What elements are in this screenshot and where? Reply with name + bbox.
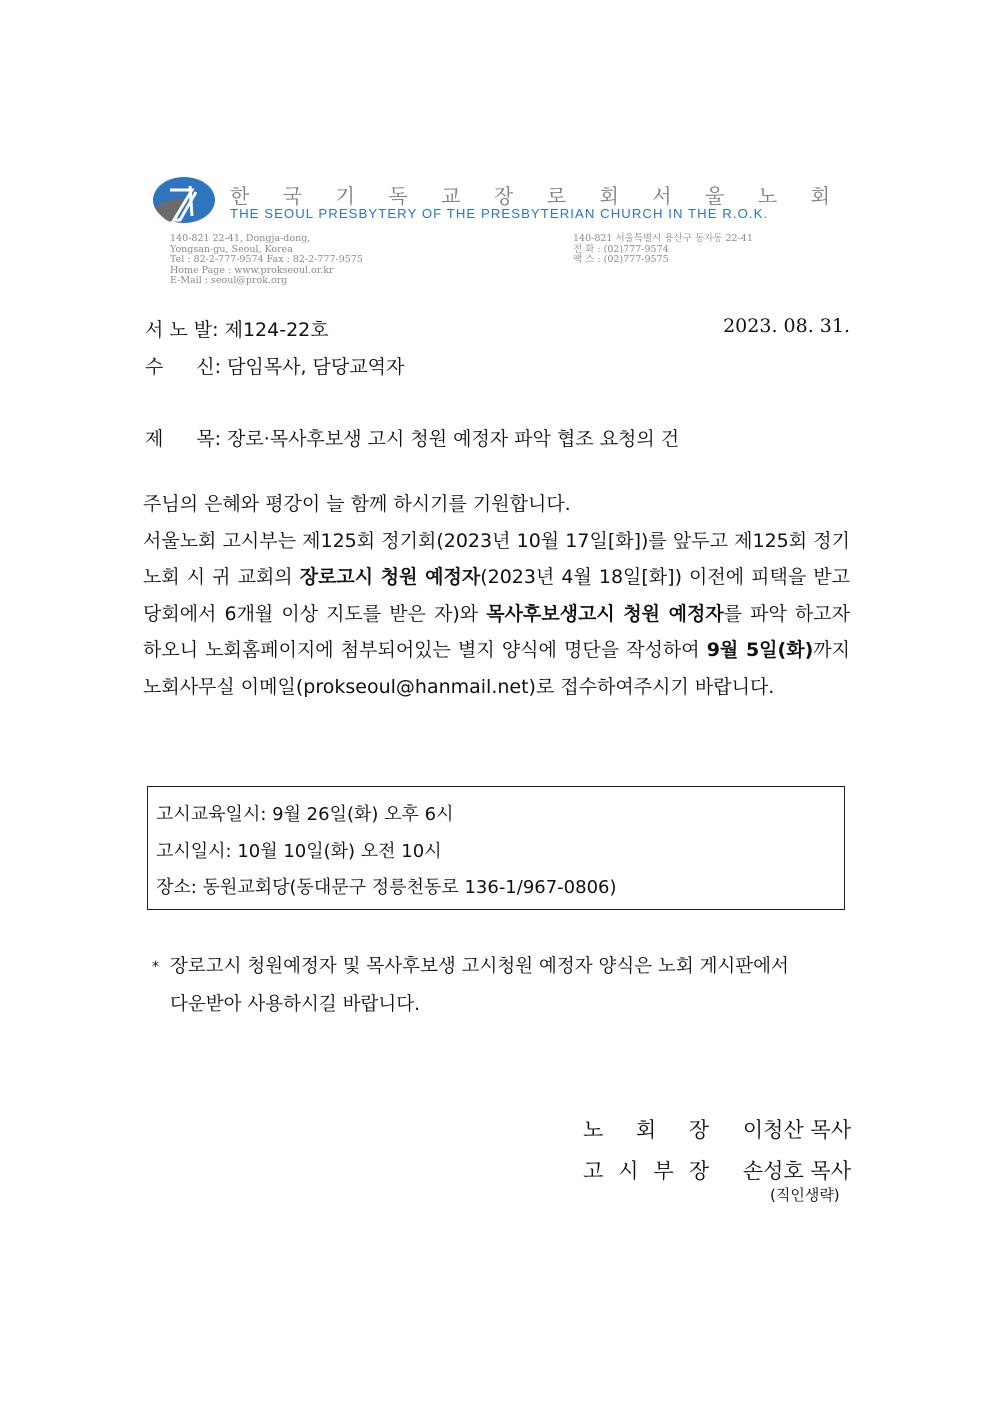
- org-char: 노: [757, 184, 778, 208]
- title-char: 장: [688, 1118, 709, 1142]
- address-korean: [573, 234, 753, 266]
- body-text-run: 까지 노회사무실 이메일(prokseoul@hanmail.net)로 접수하여주시기 바랍니다.: [143, 639, 850, 698]
- letter-body: [143, 486, 850, 706]
- org-char: 회: [599, 184, 619, 208]
- note-line: 다운받아 사용하시길 바랍니다.: [170, 994, 420, 1015]
- recipient-row: [145, 352, 404, 379]
- subject-row: [145, 424, 679, 451]
- form-note: [152, 948, 852, 1024]
- schedule-box: [147, 786, 845, 910]
- exam-location: 장소: 동원교회당(동대문구 정릉천동로 136-1/967-0806): [156, 877, 617, 898]
- request-paragraph: [143, 523, 850, 706]
- subject-label-char: 목:: [196, 428, 221, 450]
- org-char: 서: [652, 184, 672, 208]
- address-line: 팩 스 : (02)777-9575: [573, 254, 669, 265]
- recipient-label-char: 수: [145, 356, 164, 378]
- recipient-label: [145, 352, 221, 379]
- address-line: Home Page : www.prokseoul.or.kr: [170, 264, 334, 276]
- subject-label-char: 제: [145, 428, 164, 450]
- org-char: 회: [810, 184, 830, 208]
- subject-value: 장로·목사후보생 고시 청원 예정자 파악 협조 요청의 건: [227, 428, 680, 450]
- address-line: 전 화 : (02)777-9574: [573, 243, 669, 255]
- note-line: 장로고시 청원예정자 및 목사후보생 고시청원 예정자 양식은 노회 게시판에서: [170, 956, 789, 977]
- org-char: 한: [230, 184, 250, 208]
- signature-exam-chair: [583, 1155, 851, 1185]
- body-text-run: 를 파악 하고자 하오니 노회홈페이지에 첨부되어있는 별지 양식에 명단을 작성하여: [143, 602, 850, 662]
- exam-date: 고시일시: 10월 10일(화) 오전 10시: [156, 840, 442, 862]
- doc-number: [145, 315, 329, 342]
- doc-number-row: [145, 315, 850, 342]
- signature-name: 손성호 목사: [742, 1159, 851, 1183]
- doc-date: 2023. 08. 31.: [723, 315, 850, 337]
- greeting: 주님의 은혜와 평강이 늘 함께 하시기를 기원합니다.: [143, 493, 571, 515]
- training-date: 고시교육일시: 9월 26일(화) 오후 6시: [156, 804, 454, 825]
- recipient-label-char: 신:: [196, 356, 221, 378]
- org-char: 기: [335, 184, 355, 208]
- body-text-run: 서울노회 고시부는 제125회 정기회(2023년 10월 17일[화])를 앞두고 제125회 정기 노회 시 귀 교회의: [143, 529, 850, 589]
- org-name-english: THE SEOUL PRESBYTERY OF THE PRESBYTERIAN CHURCH IN THE R.O.K.: [230, 206, 769, 221]
- title-char: 장: [688, 1159, 709, 1183]
- title-char: 부: [653, 1159, 674, 1183]
- org-name-korean: [230, 180, 830, 209]
- signature-moderator: [583, 1114, 851, 1144]
- bold-deadline: 9월 5일(화): [706, 639, 814, 662]
- title-char: 노: [583, 1118, 604, 1142]
- doc-number-value: 제124-22호: [224, 319, 329, 341]
- bold-elder-candidates: 장로고시 청원 예정자: [299, 566, 481, 589]
- org-char: 독: [388, 184, 408, 208]
- doc-number-label: 서 노 발:: [145, 319, 219, 341]
- subject-label: [145, 424, 221, 451]
- org-char: 장: [493, 184, 514, 208]
- address-english: [170, 234, 363, 287]
- title-char: 고: [583, 1159, 604, 1183]
- signature-name: 이청산 목사: [742, 1118, 851, 1142]
- bold-pastor-candidates: 목사후보생고시 청원 예정자: [486, 602, 724, 625]
- address-line: 140-821 서울특별시 용산구 동자동 22-41: [573, 233, 753, 244]
- recipient-value: 담임목사, 담당교역자: [227, 356, 405, 378]
- org-char: 울: [705, 184, 725, 208]
- address-line: Yongsan-gu, Seoul, Korea: [170, 243, 293, 255]
- org-char: 교: [441, 184, 461, 208]
- address-line: E-Mail : seoul@prok.org: [170, 275, 288, 286]
- address-line: Tel : 82-2-777-9574 Fax : 82-2-777-9575: [170, 254, 363, 265]
- title-char: 시: [618, 1159, 639, 1183]
- org-char: 로: [546, 184, 567, 208]
- note-asterisk: *: [152, 959, 159, 975]
- seal-omitted-note: (직인생략): [770, 1186, 840, 1204]
- title-char: 회: [635, 1118, 657, 1142]
- presbytery-logo: [152, 176, 216, 224]
- org-char: 국: [282, 184, 303, 208]
- signature-title: [583, 1114, 709, 1144]
- address-line: 140-821 22-41, Dongja-dong,: [170, 233, 311, 244]
- signature-title: [583, 1155, 709, 1185]
- body-text-run: (2023년 4월 18일[화]) 이전에 피택을 받고 당회에서 6개월 이상 지도를 받은 자)와: [143, 566, 851, 625]
